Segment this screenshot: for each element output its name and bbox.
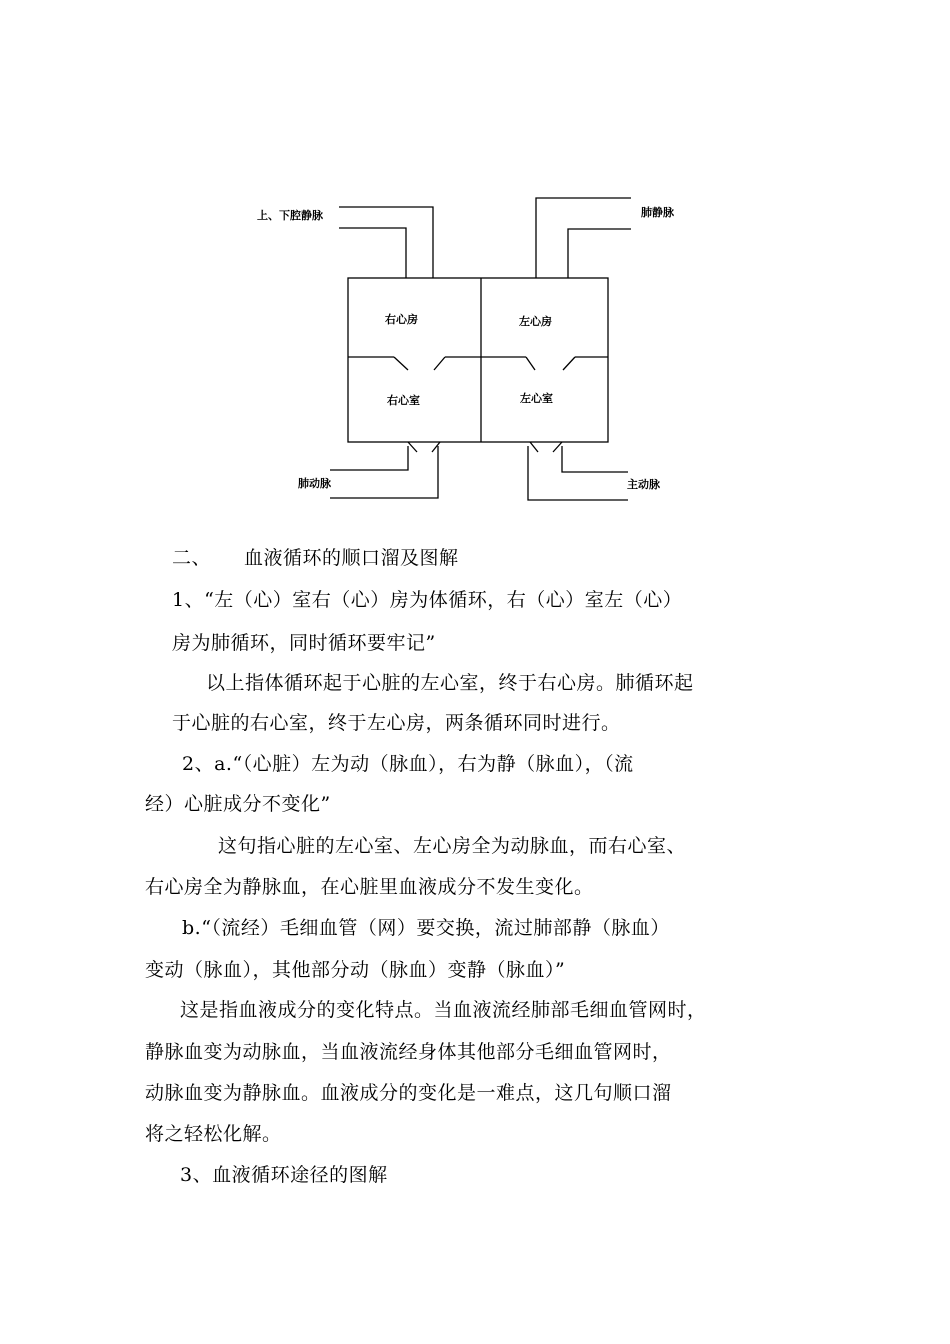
paragraph-line: 动脉血变为静脉血。血液成分的变化是一难点，这几句顺口溜 — [145, 1082, 672, 1104]
paragraph-line: 静脉血变为动脉血，当血液流经身体其他部分毛细血管网时， — [145, 1041, 672, 1063]
heading-title: 血液循环的顺口溜及图解 — [244, 547, 459, 569]
paragraph-line: 经）心脏成分不变化” — [145, 793, 331, 815]
vena-cava-vessel — [339, 228, 406, 278]
label-left-ventricle: 左心室 — [520, 392, 553, 405]
pulmonary-vein-vessel-outer — [536, 198, 631, 278]
paragraph-line: 房为肺循环，同时循环要牢记” — [172, 632, 436, 654]
label-aorta: 主动脉 — [627, 478, 660, 491]
heart-circulation-diagram — [0, 0, 950, 540]
aorta-vessel-outer — [528, 446, 628, 500]
paragraph-line: 1、“左（心）室右（心）房为体循环，右（心）室左（心） — [172, 589, 683, 611]
pulmonary-vein-vessel — [568, 229, 631, 278]
vena-cava-vessel-outer — [339, 207, 433, 278]
paragraph-line: 于心脏的右心室，终于左心房，两条循环同时进行。 — [172, 712, 621, 734]
heart-outline — [348, 278, 608, 442]
paragraph-line: 将之轻松化解。 — [145, 1123, 282, 1145]
paragraph-line: 以上指体循环起于心脏的左心室，终于右心房。肺循环起 — [206, 672, 694, 694]
heart-diagram-lines — [0, 0, 950, 540]
paragraph-line: b.“（流经）毛细血管（网）要交换，流过肺部静（脉血） — [182, 917, 670, 939]
label-pulmonary-artery: 肺动脉 — [298, 477, 331, 490]
paragraph-line: 3、血液循环途径的图解 — [180, 1164, 388, 1186]
pulmonary-artery-vessel — [330, 446, 408, 470]
aorta-vessel — [562, 446, 628, 472]
paragraph-line: 右心房全为静脉血，在心脏里血液成分不发生变化。 — [145, 876, 594, 898]
label-right-atrium: 右心房 — [385, 313, 418, 326]
label-right-ventricle: 右心室 — [387, 394, 420, 407]
heading-number: 二、 — [172, 547, 212, 569]
label-vena-cava: 上、下腔静脉 — [257, 209, 323, 222]
label-pulmonary-vein: 肺静脉 — [641, 206, 674, 219]
pulmonary-artery-vessel-outer — [330, 446, 438, 498]
paragraph-line: 2、a.“（心脏）左为动（脉血），右为静（脉血），（流 — [182, 753, 634, 775]
paragraph-line: 这是指血液成分的变化特点。当血液流经肺部毛细血管网时， — [180, 999, 707, 1021]
paragraph-line: 变动（脉血），其他部分动（脉血）变静（脉血）” — [145, 959, 566, 981]
paragraph-line: 这句指心脏的左心室、左心房全为动脉血，而右心室、 — [218, 835, 687, 857]
label-left-atrium: 左心房 — [519, 315, 552, 328]
